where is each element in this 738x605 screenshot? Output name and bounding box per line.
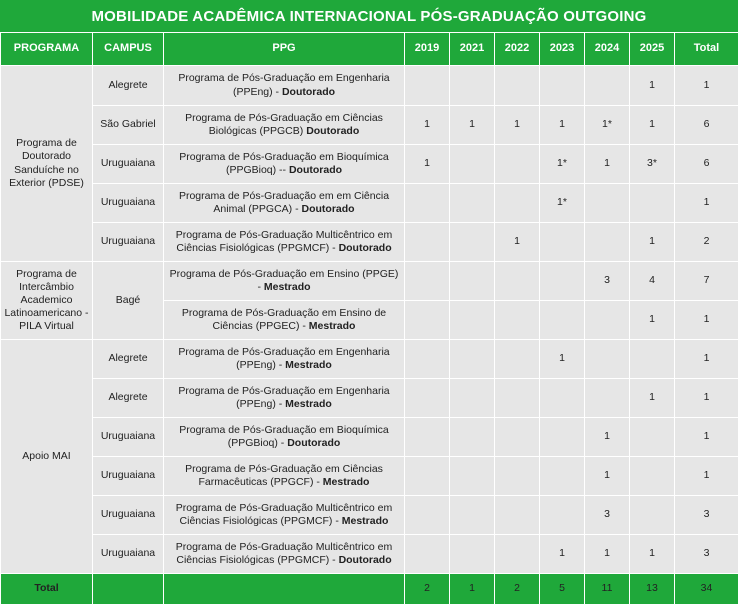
value-cell	[540, 66, 585, 106]
ppg-cell: Programa de Pós-Graduação em Bioquímica (PPGBioq) - Doutorado	[164, 418, 405, 457]
value-cell	[450, 223, 495, 262]
value-cell: 1	[630, 301, 675, 340]
value-cell: 1	[495, 223, 540, 262]
total-cell: 7	[675, 262, 738, 301]
value-cell	[540, 301, 585, 340]
value-cell: 1*	[585, 106, 630, 145]
totals-empty-cell	[93, 574, 164, 605]
value-cell	[405, 262, 450, 301]
value-cell	[540, 457, 585, 496]
value-cell: 3	[585, 262, 630, 301]
mobility-table	[0, 32, 738, 605]
program-cell-pila: Programa de Intercâmbio Academico Latinoamericano - PILA Virtual	[1, 262, 93, 340]
value-cell	[405, 66, 450, 106]
total-cell: 6	[675, 106, 738, 145]
value-cell	[405, 457, 450, 496]
ppg-cell: Programa de Pós-Graduação em Ciências Farmacêuticas (PPGCF) - Mestrado	[164, 457, 405, 496]
value-cell	[495, 262, 540, 301]
total-cell: 1	[675, 418, 738, 457]
value-cell: 1	[585, 535, 630, 574]
value-cell	[450, 496, 495, 535]
value-cell	[540, 496, 585, 535]
campus-cell: Bagé	[93, 262, 164, 340]
value-cell	[540, 223, 585, 262]
value-cell	[585, 66, 630, 106]
value-cell	[495, 340, 540, 379]
value-cell	[495, 496, 540, 535]
totals-label: Total	[1, 574, 93, 605]
value-cell: 1	[585, 145, 630, 184]
ppg-cell: Programa de Pós-Graduação em Engenharia (PPEng) - Doutorado	[164, 66, 405, 106]
value-cell	[450, 418, 495, 457]
value-cell	[450, 262, 495, 301]
value-cell: 1	[405, 145, 450, 184]
header-row	[1, 33, 738, 66]
ppg-cell: Programa de Pós-Graduação em Engenharia (PPEng) - Mestrado	[164, 379, 405, 418]
value-cell	[495, 535, 540, 574]
col-header-ppg: PPG	[164, 33, 405, 66]
value-cell	[630, 496, 675, 535]
col-header-2024: 2024	[585, 33, 630, 66]
value-cell	[585, 301, 630, 340]
value-cell	[495, 379, 540, 418]
value-cell	[450, 340, 495, 379]
campus-cell: Uruguaiana	[93, 535, 164, 574]
totals-value-cell: 2	[495, 574, 540, 605]
value-cell	[405, 535, 450, 574]
totals-value-cell: 5	[540, 574, 585, 605]
campus-cell: Alegrete	[93, 379, 164, 418]
campus-cell: Uruguaiana	[93, 496, 164, 535]
ppg-cell: Programa de Pós-Graduação em Bioquímica (PPGBioq) -- Doutorado	[164, 145, 405, 184]
value-cell	[450, 535, 495, 574]
value-cell	[495, 457, 540, 496]
value-cell	[450, 301, 495, 340]
value-cell: 3	[585, 496, 630, 535]
col-header-programa: PROGRAMA	[1, 33, 93, 66]
value-cell	[450, 66, 495, 106]
totals-value-cell: 11	[585, 574, 630, 605]
table-row	[1, 106, 738, 145]
totals-row	[1, 574, 738, 605]
value-cell	[585, 379, 630, 418]
value-cell	[630, 340, 675, 379]
table-row	[1, 145, 738, 184]
value-cell	[540, 262, 585, 301]
campus-cell: Alegrete	[93, 340, 164, 379]
table-row	[1, 457, 738, 496]
table-row	[1, 66, 738, 106]
value-cell	[495, 145, 540, 184]
value-cell: 1	[585, 457, 630, 496]
value-cell	[405, 379, 450, 418]
table-title: MOBILIDADE ACADÊMICA INTERNACIONAL PÓS-GRADUAÇÃO OUTGOING	[0, 0, 738, 32]
total-cell: 2	[675, 223, 738, 262]
value-cell	[405, 496, 450, 535]
col-header-2023: 2023	[540, 33, 585, 66]
total-cell: 6	[675, 145, 738, 184]
value-cell	[585, 340, 630, 379]
value-cell	[585, 184, 630, 223]
value-cell: 1	[540, 340, 585, 379]
value-cell	[495, 418, 540, 457]
value-cell	[450, 379, 495, 418]
col-header-2021: 2021	[450, 33, 495, 66]
program-cell-mai: Apoio MAI	[1, 340, 93, 574]
total-cell: 1	[675, 301, 738, 340]
value-cell	[630, 457, 675, 496]
campus-cell: Uruguaiana	[93, 457, 164, 496]
col-header-total: Total	[675, 33, 738, 66]
value-cell: 4	[630, 262, 675, 301]
table-row	[1, 262, 738, 301]
col-header-2025: 2025	[630, 33, 675, 66]
value-cell: 1*	[540, 145, 585, 184]
campus-cell: Uruguaiana	[93, 184, 164, 223]
value-cell	[405, 223, 450, 262]
value-cell: 1	[630, 535, 675, 574]
total-cell: 1	[675, 379, 738, 418]
table-row	[1, 223, 738, 262]
col-header-2022: 2022	[495, 33, 540, 66]
totals-value-cell: 1	[450, 574, 495, 605]
campus-cell: Uruguaiana	[93, 223, 164, 262]
program-cell-pdse: Programa de Doutorado Sanduíche no Exterior (PDSE)	[1, 66, 93, 262]
ppg-cell: Programa de Pós-Graduação Multicêntrico em Ciências Fisiológicas (PPGMCF) - Doutorado	[164, 535, 405, 574]
table-row	[1, 379, 738, 418]
campus-cell: Uruguaiana	[93, 418, 164, 457]
value-cell	[450, 145, 495, 184]
value-cell	[405, 301, 450, 340]
col-header-campus: CAMPUS	[93, 33, 164, 66]
value-cell	[405, 340, 450, 379]
total-cell: 1	[675, 184, 738, 223]
value-cell	[405, 184, 450, 223]
totals-grand-total: 34	[675, 574, 738, 605]
ppg-cell: Programa de Pós-Graduação em Engenharia (PPEng) - Mestrado	[164, 340, 405, 379]
value-cell	[630, 184, 675, 223]
total-cell: 3	[675, 535, 738, 574]
col-header-2019: 2019	[405, 33, 450, 66]
campus-cell: São Gabriel	[93, 106, 164, 145]
totals-value-cell: 13	[630, 574, 675, 605]
value-cell	[585, 223, 630, 262]
value-cell	[495, 301, 540, 340]
value-cell: 1	[630, 106, 675, 145]
ppg-cell: Programa de Pós-Graduação em Ensino de Ciências (PPGEC) - Mestrado	[164, 301, 405, 340]
value-cell: 1*	[540, 184, 585, 223]
value-cell: 1	[585, 418, 630, 457]
value-cell: 1	[630, 379, 675, 418]
totals-empty-cell	[164, 574, 405, 605]
value-cell	[540, 418, 585, 457]
value-cell	[495, 66, 540, 106]
campus-cell: Uruguaiana	[93, 145, 164, 184]
value-cell: 1	[540, 106, 585, 145]
value-cell: 1	[630, 223, 675, 262]
ppg-cell: Programa de Pós-Graduação em em Ciência Animal (PPGCA) - Doutorado	[164, 184, 405, 223]
value-cell: 1	[540, 535, 585, 574]
ppg-cell: Programa de Pós-Graduação em Ensino (PPGE) - Mestrado	[164, 262, 405, 301]
total-cell: 1	[675, 457, 738, 496]
table-row	[1, 535, 738, 574]
value-cell	[540, 379, 585, 418]
value-cell	[630, 418, 675, 457]
value-cell: 1	[495, 106, 540, 145]
total-cell: 3	[675, 496, 738, 535]
table-row	[1, 340, 738, 379]
value-cell	[495, 184, 540, 223]
value-cell	[405, 418, 450, 457]
value-cell: 1	[405, 106, 450, 145]
total-cell: 1	[675, 340, 738, 379]
ppg-cell: Programa de Pós-Graduação Multicêntrico em Ciências Fisiológicas (PPGMCF) - Doutorado	[164, 223, 405, 262]
total-cell: 1	[675, 66, 738, 106]
value-cell: 1	[630, 66, 675, 106]
table-row	[1, 184, 738, 223]
value-cell: 1	[450, 106, 495, 145]
ppg-cell: Programa de Pós-Graduação Multicêntrico em Ciências Fisiológicas (PPGMCF) - Mestrado	[164, 496, 405, 535]
value-cell	[450, 457, 495, 496]
ppg-cell: Programa de Pós-Graduação em Ciências Biológicas (PPGCB) Doutorado	[164, 106, 405, 145]
value-cell	[450, 184, 495, 223]
table-row	[1, 496, 738, 535]
campus-cell: Alegrete	[93, 66, 164, 106]
table-row	[1, 418, 738, 457]
value-cell: 3*	[630, 145, 675, 184]
totals-value-cell: 2	[405, 574, 450, 605]
